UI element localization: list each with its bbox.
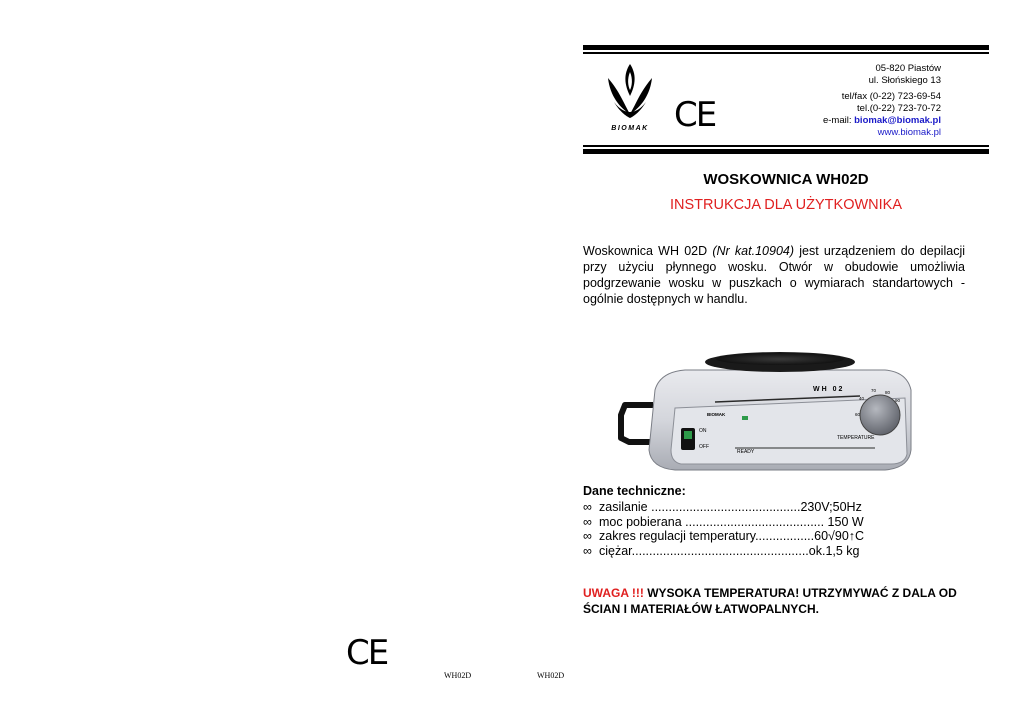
footer-code-right: WH02D bbox=[537, 671, 565, 680]
email-line bbox=[741, 115, 941, 127]
brand-name: BIOMAK bbox=[611, 125, 649, 132]
spec-item bbox=[583, 544, 883, 559]
bullet-icon: ∞ bbox=[583, 514, 592, 529]
warning-body: WYSOKA TEMPERATURA! UTRZYMYWAĆ Z DALA OD ŚCIAN I MATERIAŁÓW ŁATWOPALNYCH. bbox=[583, 586, 957, 616]
specs-list bbox=[583, 500, 883, 558]
device-illustration bbox=[615, 350, 915, 475]
footer-ce-mark: CE bbox=[346, 633, 388, 673]
warning-text bbox=[583, 585, 963, 617]
intro-text-before: Woskownica WH 02D bbox=[583, 244, 713, 258]
switch-on-label: ON bbox=[699, 428, 707, 434]
device-brand-label: BIOMAK bbox=[707, 412, 726, 417]
catalog-number: (Nr kat.10904) bbox=[712, 244, 795, 258]
bullet-icon: ∞ bbox=[583, 529, 592, 543]
intro-text-after: jest urządzeniem do depilacji przy użyciu płynnego wosku. Otwór w obudowie umożliwia podgrzewanie wosku w puszkach o wymiarach standartowych - ogólnie dostępnych w handlu. bbox=[583, 244, 965, 306]
spec-text: ciężar...................................................ok.1,5 kg bbox=[599, 543, 860, 558]
spec-item bbox=[583, 515, 883, 530]
email-label: e-mail: bbox=[822, 115, 855, 126]
address-line2: ul. Słońskiego 13 bbox=[868, 75, 941, 86]
spec-text: zakres regulacji temperatury.................60√90↑C bbox=[599, 529, 865, 543]
header-rule-top bbox=[583, 45, 989, 50]
footer-code-left: WH02D bbox=[444, 671, 472, 680]
dial-mark-90: 90 bbox=[895, 398, 901, 403]
document-title: WOSKOWNICA WH02D bbox=[703, 171, 869, 188]
website-link[interactable]: www.biomak.pl bbox=[877, 127, 941, 138]
bullet-icon: ∞ bbox=[583, 543, 592, 558]
header-rule-bottom-thin bbox=[583, 145, 989, 147]
tel: tel.(0-22) 723-70-72 bbox=[857, 103, 941, 114]
email-link[interactable]: biomak@biomak.pl bbox=[854, 115, 941, 126]
switch-off-label: OFF bbox=[699, 444, 709, 450]
spec-text: moc pobierana ........................................ 150 W bbox=[599, 514, 864, 529]
address-line1: 05-820 Piastów bbox=[875, 63, 941, 74]
ready-label: READY bbox=[737, 449, 755, 455]
header-rule-bottom bbox=[583, 149, 989, 154]
document-subtitle: INSTRUKCJA DLA UŻYTKOWNIKA bbox=[669, 197, 903, 213]
temperature-label: TEMPERATURE bbox=[837, 435, 875, 441]
spec-item bbox=[583, 529, 883, 544]
contact-block bbox=[741, 63, 941, 139]
specs-heading: Dane techniczne: bbox=[583, 484, 686, 498]
dial-mark-40: 40 bbox=[859, 396, 865, 401]
dial-mark-60: 60 bbox=[855, 412, 861, 417]
dial-mark-70: 70 bbox=[871, 388, 877, 393]
warning-prefix: UWAGA !!! bbox=[583, 586, 644, 600]
ce-mark: CE bbox=[674, 95, 716, 135]
spec-item bbox=[583, 500, 883, 515]
dial-mark-80: 80 bbox=[885, 390, 891, 395]
intro-paragraph bbox=[583, 243, 965, 307]
flame-logo-icon bbox=[600, 62, 660, 120]
header-rule-top-thin bbox=[583, 52, 989, 54]
device-model-label: WH 02 bbox=[813, 386, 845, 393]
bullet-icon: ∞ bbox=[583, 500, 592, 514]
biomak-logo bbox=[600, 62, 660, 132]
telfax: tel/fax (0-22) 723-69-54 bbox=[841, 91, 941, 102]
spec-text: zasilanie ...........................................230V;50Hz bbox=[599, 500, 862, 514]
